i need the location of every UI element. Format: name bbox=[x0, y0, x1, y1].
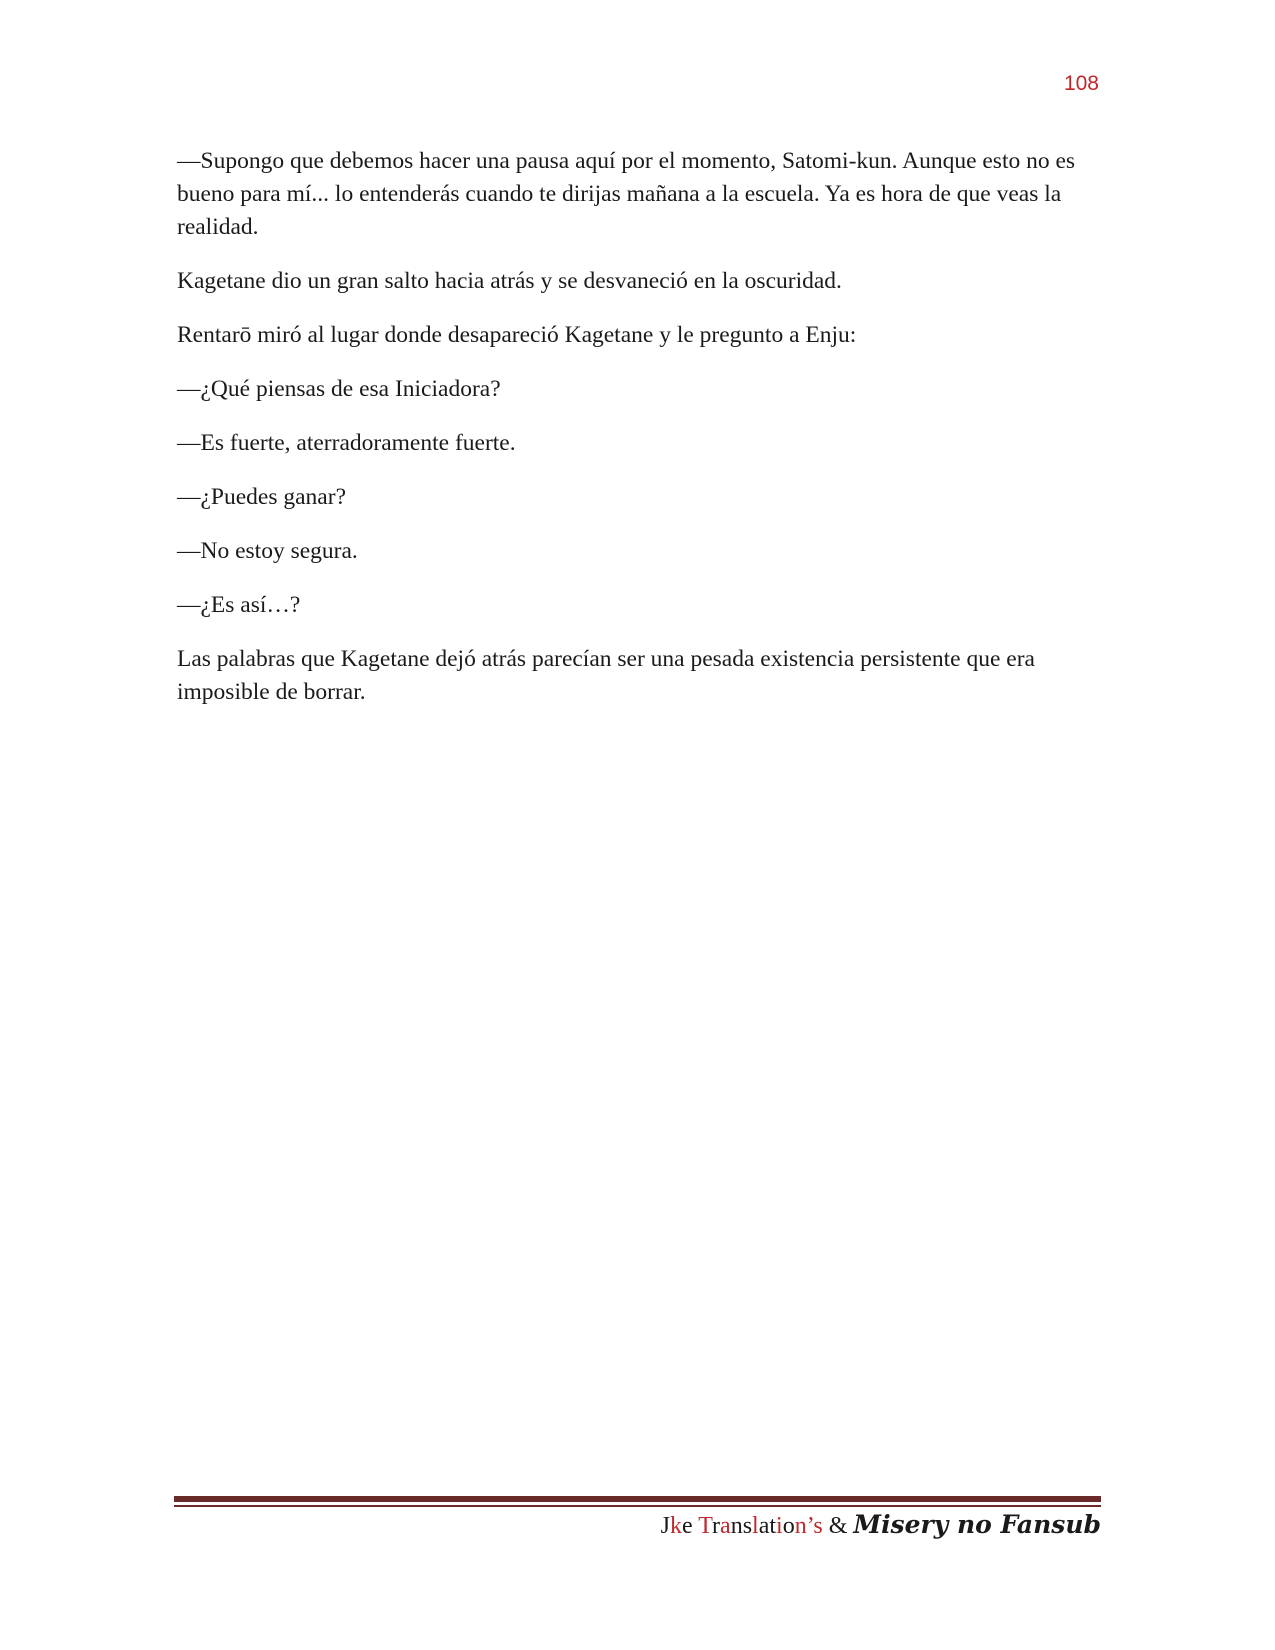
credit-letter: r bbox=[712, 1513, 721, 1539]
credit-letter: i bbox=[776, 1513, 783, 1539]
paragraph: —¿Es así…? bbox=[177, 592, 301, 618]
paragraph: —Supongo que debemos hacer una pausa aquí por el momento, Satomi-kun. Aunque esto no es bueno para mí... lo entenderás cuando te dirijas mañana a la escuela. Ya es hora de que veas la realidad. bbox=[177, 148, 1076, 240]
credit-letter: a bbox=[720, 1513, 731, 1539]
credit-letter: J bbox=[660, 1513, 670, 1539]
credit-letter: e bbox=[681, 1513, 699, 1539]
paragraph: Las palabras que Kagetane dejó atrás parecían ser una pesada existencia persistente que era imposible de borrar. bbox=[177, 646, 1035, 705]
footer-rule-thin bbox=[174, 1505, 1101, 1507]
credit-letter: at bbox=[758, 1513, 777, 1539]
credit-letter: k bbox=[669, 1513, 682, 1539]
credit-letter: n bbox=[794, 1513, 807, 1539]
paragraph: —No estoy segura. bbox=[177, 538, 358, 564]
credit-letter: l bbox=[752, 1513, 759, 1539]
paragraph: —¿Qué piensas de esa Iniciadora? bbox=[177, 376, 501, 402]
body-text bbox=[177, 145, 1102, 730]
paragraph: Rentarō miró al lugar donde desapareció Kagetane y le pregunto a Enju: bbox=[177, 322, 857, 348]
credit-letter: T bbox=[698, 1513, 713, 1539]
paragraph: Kagetane dio un gran salto hacia atrás y se desvaneció en la oscuridad. bbox=[177, 268, 842, 294]
footer-rule-thick bbox=[174, 1496, 1101, 1502]
footer-credit bbox=[661, 1510, 1101, 1540]
page-number: 108 bbox=[1063, 72, 1099, 95]
credit-letter: ’s bbox=[806, 1513, 823, 1539]
credit-letter: o bbox=[782, 1513, 795, 1539]
credit-separator: & bbox=[822, 1513, 854, 1539]
brand-name: Misery no Fansub bbox=[853, 1510, 1101, 1539]
paragraph: —¿Puedes ganar? bbox=[177, 484, 346, 510]
credit-letter: ns bbox=[730, 1513, 753, 1539]
paragraph: —Es fuerte, aterradoramente fuerte. bbox=[177, 430, 516, 456]
